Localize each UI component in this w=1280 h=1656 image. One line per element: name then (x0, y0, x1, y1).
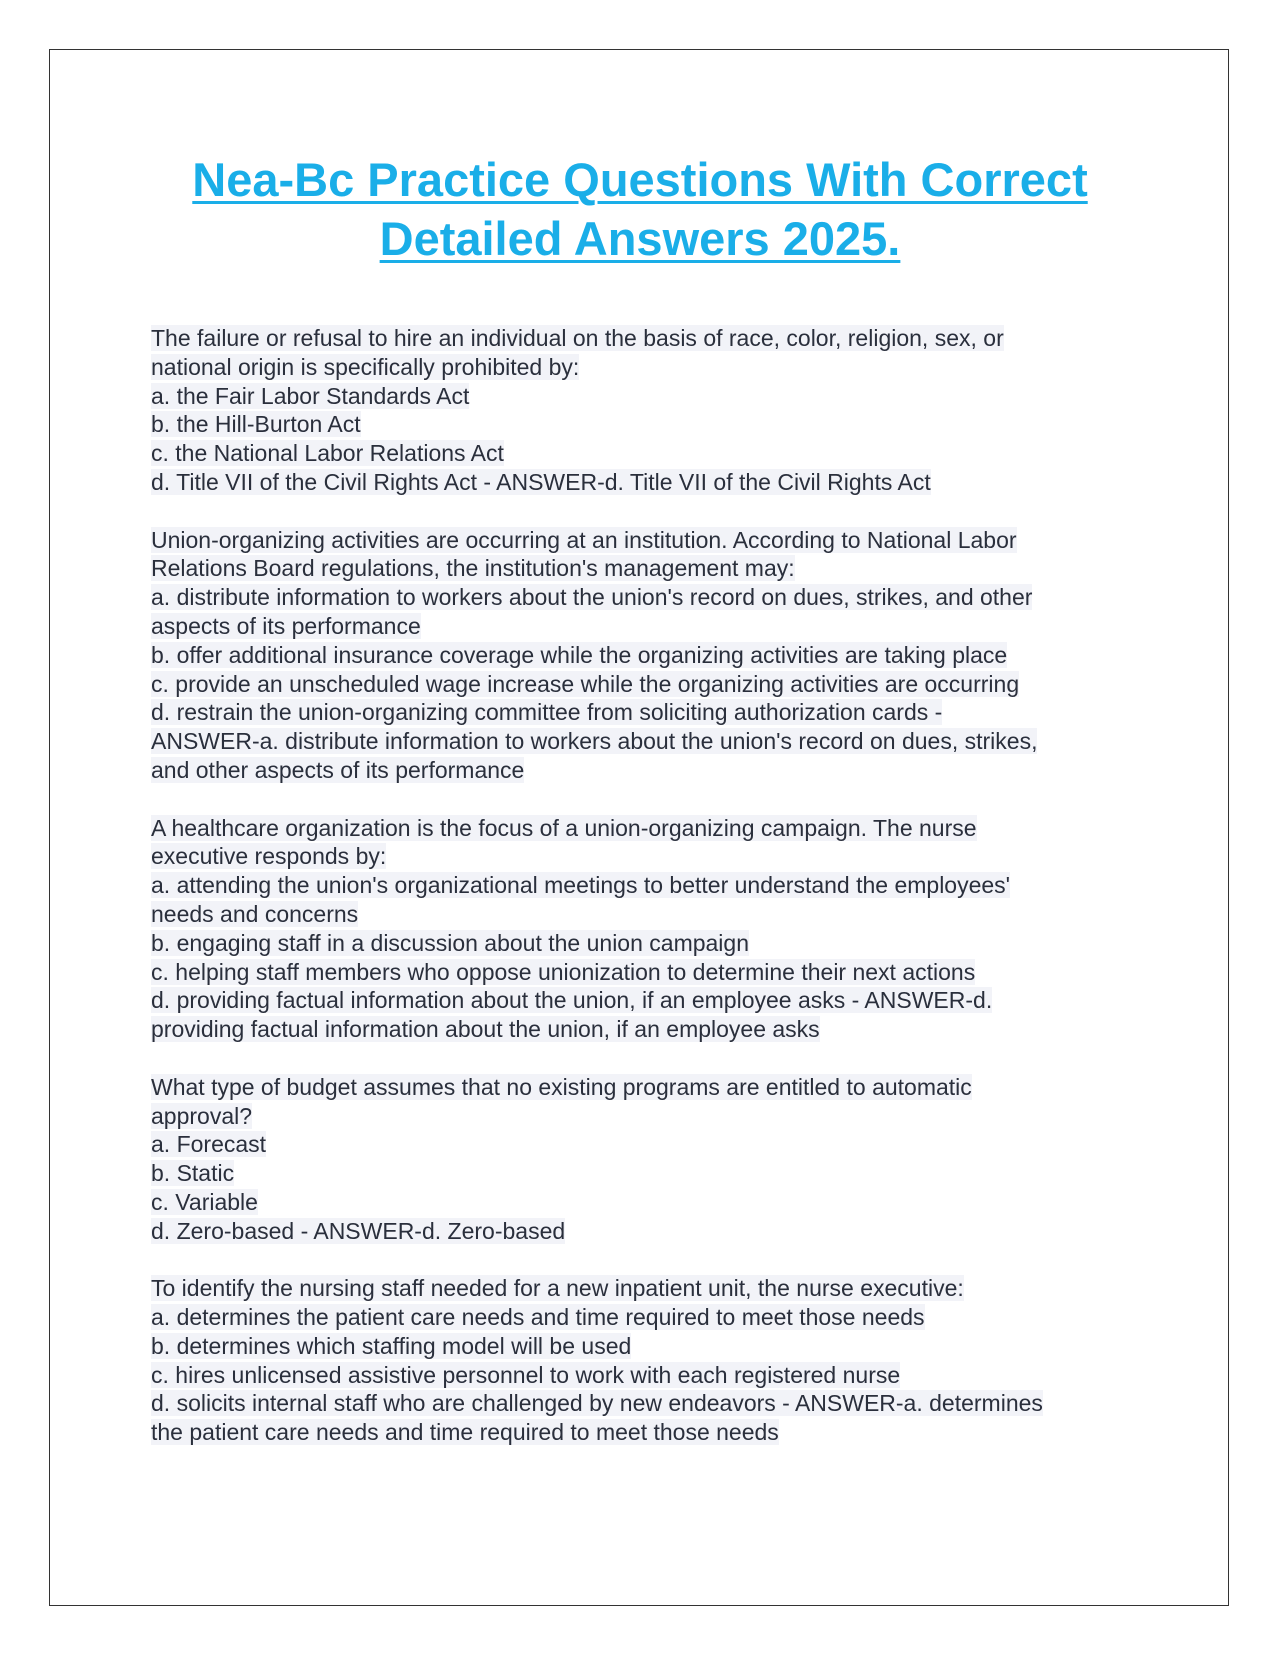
document-title[interactable]: Nea-Bc Practice Questions With Correct Detailed Answers 2025. (192, 153, 1088, 265)
answer-option-with-answer: d. Zero-based - ANSWER-d. Zero-based (151, 1217, 566, 1244)
question-block-3 (151, 814, 1151, 1044)
answer-option-with-answer: d. solicits internal staff who are challenged by new endeavors - ANSWER-a. determines (151, 1390, 1043, 1417)
answer-option: a. distribute information to workers about the union's record on dues, strikes, and other (151, 584, 1033, 611)
answer-line: ANSWER-a. distribute information to workers about the union's record on dues, strikes, (151, 728, 1038, 755)
answer-option: b. offer additional insurance coverage while the organizing activities are taking place (151, 641, 1008, 668)
answer-option: c. Variable (151, 1188, 258, 1215)
question-line: approval? (151, 1102, 253, 1129)
answer-option: c. hires unlicensed assistive personnel to work with each registered nurse (151, 1361, 901, 1388)
question-block-1 (151, 324, 1151, 497)
question-line: executive responds by: (151, 843, 387, 870)
question-line: What type of budget assumes that no existing programs are entitled to automatic (151, 1073, 972, 1100)
answer-option: c. provide an unscheduled wage increase while the organizing activities are occurring (151, 670, 1020, 697)
answer-option-with-answer: d. restrain the union-organizing committee from soliciting authorization cards - (151, 699, 943, 726)
answer-line: and other aspects of its performance (151, 756, 525, 783)
answer-option: c. helping staff members who oppose unionization to determine their next actions (151, 958, 976, 985)
question-line: national origin is specifically prohibited by: (151, 353, 580, 380)
answer-line: the patient care needs and time required to meet those needs (151, 1419, 779, 1446)
question-block-4 (151, 1073, 1151, 1246)
answer-option: a. Forecast (151, 1131, 267, 1158)
answer-option: b. Static (151, 1160, 235, 1187)
question-line: The failure or refusal to hire an individual on the basis of race, color, religion, sex, or (151, 325, 1004, 351)
question-line: Union-organizing activities are occurring at an institution. According to National Labor (151, 526, 1017, 553)
answer-option-with-answer: d. Title VII of the Civil Rights Act - ANSWER-d. Title VII of the Civil Rights Act (151, 468, 931, 495)
answer-option: b. engaging staff in a discussion about the union campaign (151, 929, 749, 956)
answer-option: needs and concerns (151, 900, 359, 927)
answer-option: b. determines which staffing model will be used (151, 1332, 632, 1359)
question-list (151, 324, 1151, 1476)
question-line: Relations Board regulations, the institution's management may: (151, 555, 795, 582)
answer-option-with-answer: d. providing factual information about the union, if an employee asks - ANSWER-d. (151, 987, 993, 1014)
question-line: To identify the nursing staff needed for a new inpatient unit, the nurse executive: (151, 1275, 964, 1302)
question-block-5 (151, 1274, 1151, 1447)
answer-option: a. determines the patient care needs and time required to meet those needs (151, 1304, 925, 1331)
question-line: A healthcare organization is the focus of a union-organizing campaign. The nurse (151, 814, 977, 841)
answer-option: a. attending the union's organizational meetings to better understand the employees' (151, 872, 1011, 899)
answer-option: a. the Fair Labor Standards Act (151, 382, 470, 409)
answer-line: providing factual information about the union, if an employee asks (151, 1016, 820, 1043)
question-block-2 (151, 526, 1151, 785)
answer-option: aspects of its performance (151, 612, 421, 639)
answer-option: c. the National Labor Relations Act (151, 440, 504, 467)
answer-option: b. the Hill-Burton Act (151, 411, 361, 438)
